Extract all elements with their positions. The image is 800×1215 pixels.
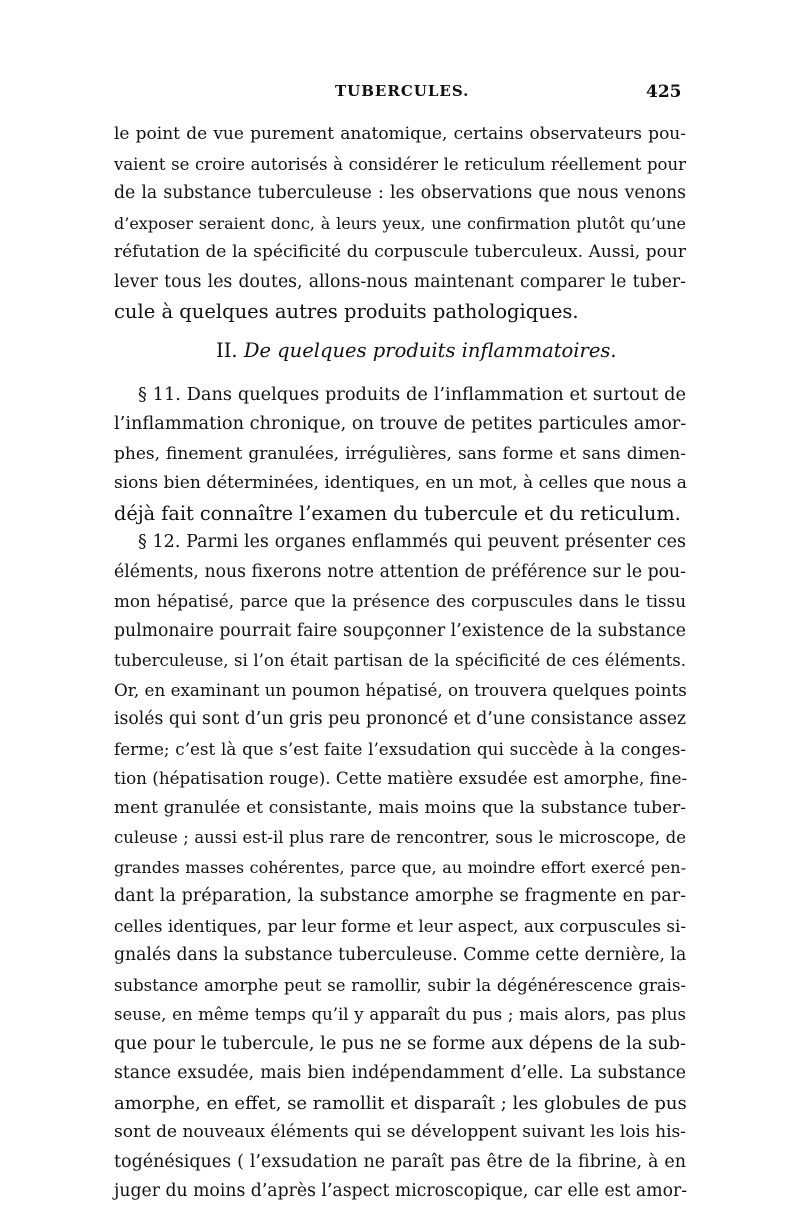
- paragraph-section-12: [114, 528, 686, 1207]
- text-line: substance amorphe peut se ramollir, subir la dégénérescence grais-: [114, 975, 686, 995]
- text-line: celles identiques, par leur forme et leur aspect, aux corpuscules si-: [114, 915, 686, 936]
- text-line: lever tous les doutes, allons-nous maintenant comparer le tuber-: [114, 271, 686, 292]
- text-line: amorphe, en effet, se ramollit et disparaît ; les globules de pus: [114, 1092, 687, 1114]
- text-line: éléments, nous fixerons notre attention de préférence sur le pou-: [114, 561, 686, 582]
- text-line: mon hépatisé, parce que la présence des corpuscules dans le tissu: [114, 591, 686, 611]
- text-line: le point de vue purement anatomique, certains observateurs pou-: [114, 124, 686, 144]
- paragraph-intro: [114, 120, 686, 327]
- text-line: dant la préparation, la substance amorphe se fragmente en par-: [114, 886, 686, 906]
- text-line: § 12. Parmi les organes enflammés qui peuvent présenter ces: [138, 532, 686, 552]
- page-number: 425: [646, 82, 682, 102]
- section-title: De quelques produits inflammatoires.: [243, 338, 617, 362]
- text-line: juger du moins d’après l’aspect microscopique, car elle est amor-: [114, 1181, 688, 1201]
- spacer: [114, 367, 686, 381]
- text-line: pulmonaire pourrait faire soupçonner l’existence de la substance: [114, 620, 686, 641]
- section-heading: [114, 335, 686, 367]
- text-line: stance exsudée, mais bien indépendamment d’elle. La substance: [114, 1063, 686, 1083]
- text-line: togénésiques ( l’exsudation ne paraît pas être de la fibrine, à en: [114, 1151, 686, 1172]
- text-line: isolés qui sont d’un gris peu prononcé et d’une consistance assez: [114, 709, 686, 729]
- text-line: que pour le tubercule, le pus ne se forme aux dépens de la sub-: [114, 1033, 686, 1054]
- text-block: [114, 120, 686, 1207]
- text-line: vaient se croire autorisés à considérer le reticulum réellement pour: [114, 154, 686, 174]
- text-line: de la substance tuberculeuse : les observations que nous venons: [114, 183, 686, 203]
- text-line: Or, en examinant un poumon hépatisé, on trouvera quelques points: [114, 679, 687, 700]
- text-line: tion (hépatisation rouge). Cette matière exsudée est amorphe, fine-: [114, 768, 688, 788]
- section-number: II.: [216, 338, 238, 362]
- text-line: ferme; c’est là que s’est faite l’exsudation qui succède à la conges-: [114, 738, 686, 759]
- spacer: [114, 327, 686, 335]
- text-line: ment granulée et consistante, mais moins que la substance tuber-: [114, 797, 686, 818]
- running-title: TUBERCULES.: [335, 82, 470, 100]
- text-line: d’exposer seraient donc, à leurs yeux, une confirmation plutôt qu’une: [114, 213, 686, 233]
- text-line: réfutation de la spécificité du corpuscule tuberculeux. Aussi, pour: [114, 242, 686, 262]
- text-line: l’inflammation chronique, on trouve de petites particules amor-: [114, 414, 687, 434]
- text-line: déjà fait connaître l’examen du tubercule et du reticulum.: [114, 501, 681, 525]
- text-line: culeuse ; aussi est-il plus rare de rencontrer, sous le microscope, de: [114, 828, 686, 847]
- text-line: cule à quelques autres produits pathologiques.: [114, 300, 579, 323]
- text-line: § 11. Dans quelques produits de l’inflammation et surtout de: [138, 384, 686, 405]
- text-line: grandes masses cohérentes, parce que, au moindre effort exercé pen-: [114, 857, 686, 877]
- running-head: [0, 82, 800, 112]
- text-line: seuse, en même temps qu’il y apparaît du pus ; mais alors, pas plus: [114, 1005, 686, 1024]
- text-line: sont de nouveaux éléments qui se développent suivant les lois his-: [114, 1122, 686, 1142]
- text-line: phes, finement granulées, irrégulières, sans forme et sans dimen-: [114, 443, 686, 464]
- text-line: tuberculeuse, si l’on était partisan de la spécificité de ces éléments.: [114, 651, 686, 670]
- text-line: sions bien déterminées, identiques, en un mot, à celles que nous a: [114, 473, 687, 493]
- paragraph-section-11: [114, 381, 686, 529]
- text-line: gnalés dans la substance tuberculeuse. Comme cette dernière, la: [114, 945, 687, 965]
